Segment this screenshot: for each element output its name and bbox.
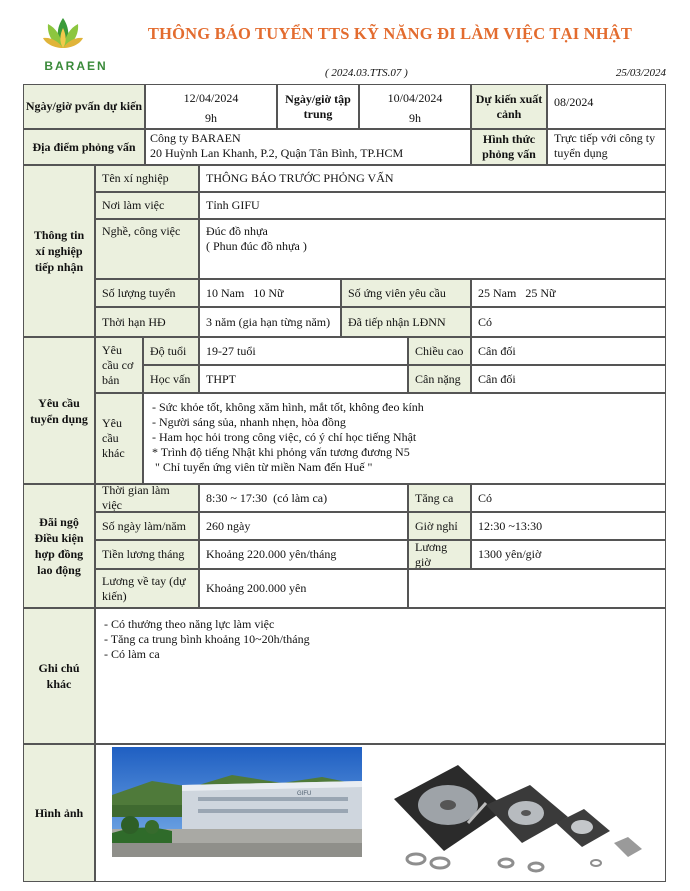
quantity-label: Số lượng tuyển	[95, 279, 199, 307]
overtime-label: Tăng ca	[408, 484, 471, 512]
interview-form-label: Hình thức phỏng vấn	[471, 129, 547, 165]
company-name-label: Tên xí nghiệp	[95, 165, 199, 192]
interview-place-cell	[145, 129, 471, 165]
basic-requirements-label: Yêu cầu cơ bản	[95, 337, 143, 393]
height-value: Cân đối	[471, 337, 666, 365]
interview-time: 9h	[205, 111, 217, 125]
education-value: THPT	[199, 365, 408, 393]
note-item: - Tăng ca trung bình khoảng 10~20h/tháng	[104, 632, 310, 646]
notes-cell	[95, 608, 666, 744]
work-days-label: Số ngày làm/năm	[95, 512, 199, 540]
net-salary-label: Lương về tay (dự kiến)	[95, 569, 199, 608]
gather-datetime-cell	[359, 84, 471, 129]
required-quantity-label: Số ứng viên yêu cầu	[341, 279, 471, 307]
break-time-value: 12:30 ~13:30	[471, 512, 666, 540]
interview-datetime-cell	[145, 84, 277, 129]
interview-place-line2: 20 Huỳnh Lan Khanh, P.2, Quận Tân Bình, TP.HCM	[150, 146, 404, 160]
weight-label: Cân nặng	[408, 365, 471, 393]
break-time-label: Giờ nghỉ	[408, 512, 471, 540]
page-title: THÔNG BÁO TUYỂN TTS KỸ NĂNG ĐI LÀM VIỆC TẠI NHẬT	[147, 24, 633, 43]
weight-value: Cân đối	[471, 365, 666, 393]
hourly-wage-label: Lương giờ	[408, 540, 471, 569]
job-value-cell	[199, 219, 666, 279]
micro-drive-icon	[614, 837, 642, 857]
other-requirement-item: " Chỉ tuyển ứng viên từ miền Nam đến Huế "	[152, 460, 373, 474]
note-item: - Có thưởng theo năng lực làm việc	[104, 617, 275, 631]
company-section-label: Thông tin xí nghiệp tiếp nhận	[23, 165, 95, 337]
age-value: 19-27 tuổi	[199, 337, 408, 365]
net-salary-value: Khoảng 200.000 yên	[199, 569, 408, 608]
note-item: - Có làm ca	[104, 647, 160, 661]
benefits-section-label: Đãi ngộ Điều kiện hợp đồng lao động	[23, 484, 95, 608]
interview-datetime-label: Ngày/giờ pvấn dự kiến	[23, 84, 145, 129]
images-cell	[95, 744, 666, 882]
contract-term-label: Thời hạn HĐ	[95, 307, 199, 337]
interview-date: 12/04/2024	[183, 91, 239, 105]
medium-hdd-icon	[486, 785, 568, 843]
document-code: ( 2024.03.TTS.07 )	[325, 67, 408, 79]
work-place-label: Nơi làm việc	[95, 192, 199, 219]
requirements-section-label: Yêu cầu tuyển dụng	[23, 337, 95, 484]
company-name-value: THÔNG BÁO TRƯỚC PHỎNG VẤN	[199, 165, 666, 192]
gather-datetime-label: Ngày/giờ tập trung	[277, 84, 359, 129]
foreign-worker-label: Đã tiếp nhận LĐNN	[341, 307, 471, 337]
other-requirement-item: - Người sáng sủa, nhanh nhẹn, hòa đồng	[152, 415, 346, 429]
interview-place-label: Địa điểm phỏng vấn	[23, 129, 145, 165]
hourly-wage-value: 1300 yên/giờ	[471, 540, 666, 569]
logo-text: BARAEN	[44, 59, 108, 73]
other-requirement-item: - Ham học hỏi trong công việc, có ý chí học tiếng Nhật	[152, 430, 417, 444]
document-date: 25/03/2024	[615, 67, 666, 79]
height-label: Chiều cao	[408, 337, 471, 365]
lotus-logo-icon	[42, 14, 84, 56]
other-requirements-label: Yêu cầu khác	[95, 393, 143, 484]
contract-term-value: 3 năm (gia hạn từng năm)	[199, 307, 341, 337]
other-requirement-item: * Trình độ tiếng Nhật khi phỏng vấn tương đương N5	[152, 445, 410, 459]
job-value-line1: Đúc đồ nhựa	[206, 224, 268, 238]
quantity-value: 10 Nam 10 Nữ	[199, 279, 341, 307]
work-hours-label: Thời gian làm việc	[95, 484, 199, 512]
factory-photo	[112, 747, 362, 857]
interview-form-value: Trực tiếp với công ty tuyển dụng	[547, 129, 666, 165]
interview-place-line1: Công ty BARAEN	[150, 131, 241, 145]
net-salary-filler	[408, 569, 666, 608]
age-label: Độ tuổi	[143, 337, 199, 365]
monthly-salary-value: Khoảng 220.000 yên/tháng	[199, 540, 408, 569]
work-hours-value: 8:30 ~ 17:30 (có làm ca)	[199, 484, 408, 512]
departure-value: 08/2024	[547, 84, 666, 129]
overtime-value: Có	[471, 484, 666, 512]
notes-section-label: Ghi chú khác	[23, 608, 95, 744]
work-place-value: Tỉnh GIFU	[199, 192, 666, 219]
baraen-logo	[28, 14, 108, 74]
required-quantity-value: 25 Nam 25 Nữ	[471, 279, 666, 307]
gather-time: 9h	[409, 111, 421, 125]
gather-date: 10/04/2024	[387, 91, 443, 105]
job-value-line2: ( Phun đúc đồ nhựa )	[206, 239, 307, 253]
images-section-label: Hình ảnh	[23, 744, 95, 882]
education-label: Học vấn	[143, 365, 199, 393]
hard-drive-parts-photo	[388, 759, 658, 877]
spacer-rings-icon	[407, 854, 601, 871]
factory-sign: GIFU	[297, 791, 312, 797]
departure-label: Dự kiến xuất cảnh	[471, 84, 547, 129]
monthly-salary-label: Tiền lương tháng	[95, 540, 199, 569]
info-table	[23, 84, 666, 882]
work-days-value: 260 ngày	[199, 512, 408, 540]
job-label: Nghề, công việc	[95, 219, 199, 279]
other-requirements-cell	[143, 393, 666, 484]
other-requirement-item: - Sức khỏe tốt, không xăm hình, mắt tốt, không đeo kính	[152, 400, 424, 414]
foreign-worker-value: Có	[471, 307, 666, 337]
header	[0, 0, 690, 79]
